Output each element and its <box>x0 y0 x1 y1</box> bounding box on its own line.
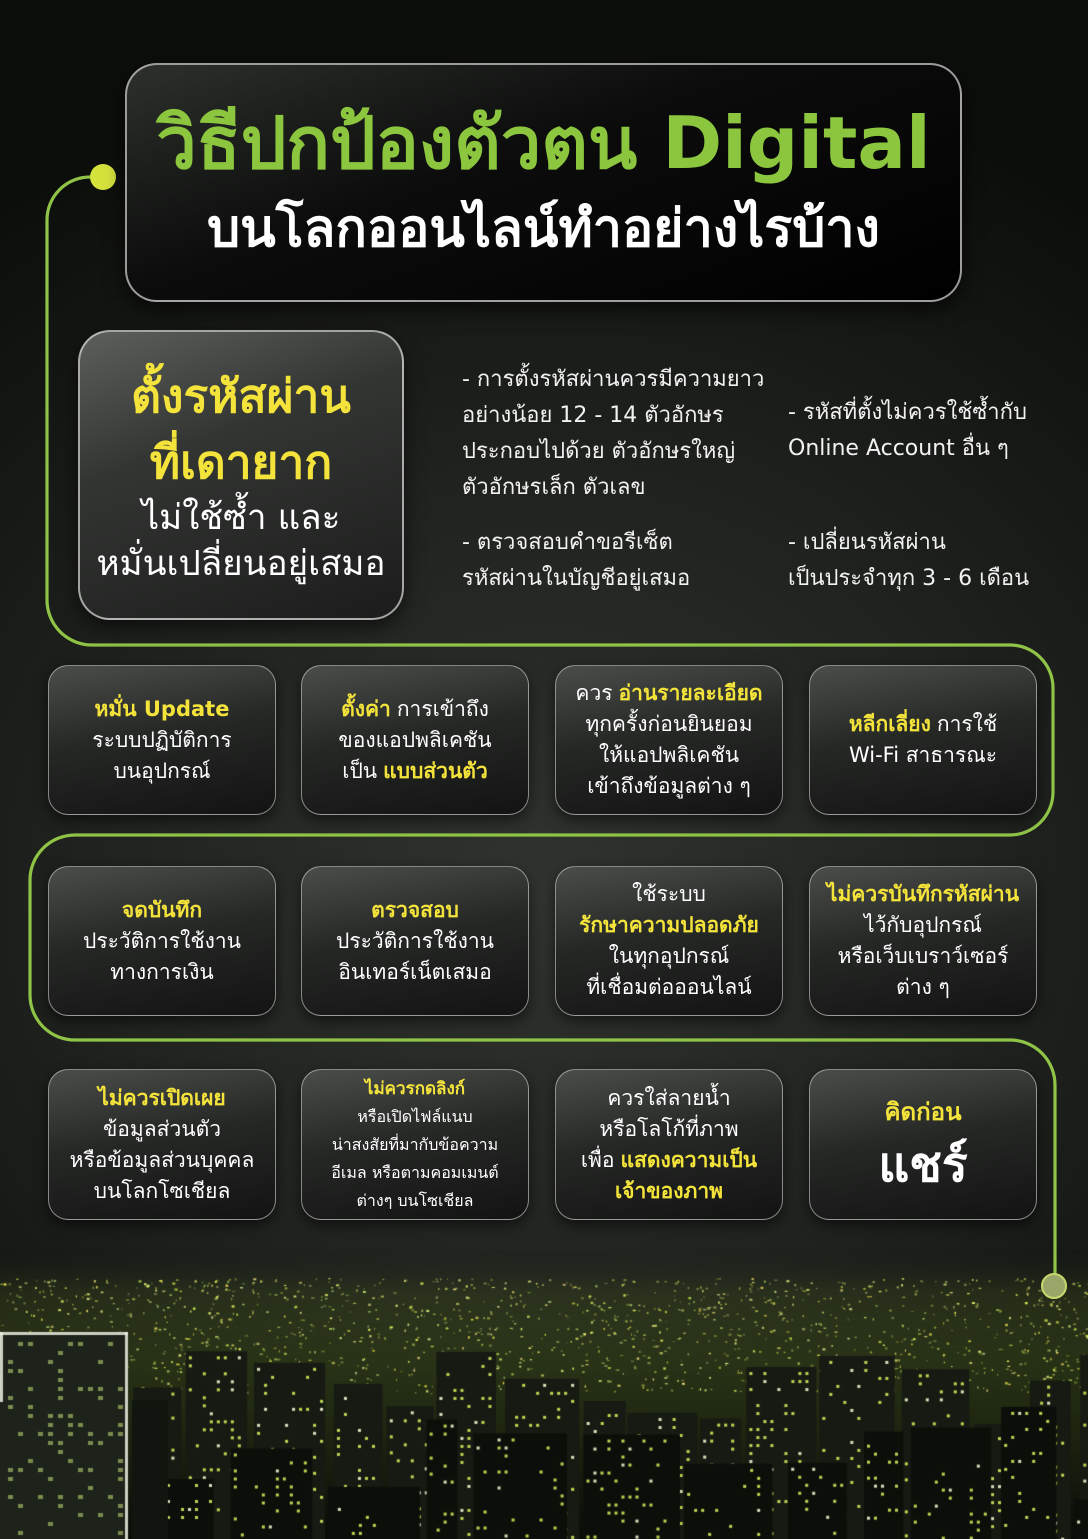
title-line-2: บนโลกออนไลน์ทำอย่างไรบ้าง <box>207 198 880 259</box>
card-text-line: ต่างๆ บนโซเชียล <box>356 1190 474 1210</box>
tip-card-no-personal-data <box>48 1069 276 1220</box>
card-highlight-line: รักษาความปลอดภัย <box>579 913 759 937</box>
card-text-line: ประวัติการใช้งาน <box>335 928 494 953</box>
card-text-line: บนอุปกรณ์ <box>113 758 211 783</box>
card-highlight-text: หลีกเลี่ยง <box>848 712 931 736</box>
card-text: เป็น <box>342 758 378 783</box>
password-tip-change-regularly <box>788 525 1029 597</box>
tip-card-think-before-share <box>809 1069 1037 1220</box>
tip-line: อย่างน้อย 12 - 14 ตัวอักษร <box>462 403 724 428</box>
card-text-line: ของแอปพลิเคชัน <box>338 727 492 752</box>
tip-line: - เปลี่ยนรหัสผ่าน <box>788 530 946 555</box>
tip-line: - การตั้งรหัสผ่านควรมีความยาว <box>462 367 765 392</box>
card-text-line <box>581 1145 757 1176</box>
card-highlight-line: ตรวจสอบ <box>371 897 459 922</box>
tip-line: Online Account อื่น ๆ <box>788 436 1009 461</box>
tip-card-update-os <box>48 665 276 815</box>
card-highlight-line: เจ้าของภาพ <box>615 1178 723 1203</box>
tip-line: - รหัสที่ตั้งไม่ควรใช้ซ้ำกับ <box>788 400 1027 425</box>
card-text-line: น่าสงสัยที่มากับข้อความ <box>331 1134 499 1154</box>
card-text-line: ต่าง ๆ <box>896 975 950 999</box>
card-text-line: ใช้ระบบ <box>632 882 706 906</box>
card-text-line <box>575 678 762 709</box>
tip-card-security-system <box>555 866 783 1016</box>
card-text-line: อินเทอร์เน็ตเสมอ <box>338 959 492 984</box>
card-text-line: หรือเปิดไฟล์แนบ <box>357 1106 473 1126</box>
card-highlight-text: อ่านรายละเอียด <box>618 681 763 705</box>
card-text-line: เข้าถึงข้อมูลต่าง ๆ <box>587 774 751 798</box>
tip-line: - ตรวจสอบคำขอรีเซ็ต <box>462 530 673 555</box>
card-text-line: อีเมล หรือตามคอมเมนต์ <box>331 1162 499 1182</box>
card-highlight-line: คิดก่อน <box>884 1097 962 1126</box>
card-text-line: ให้แอปพลิเคชัน <box>598 743 740 767</box>
password-heading-line-1: ตั้งรหัสผ่าน <box>131 369 351 423</box>
tip-card-no-saved-passwords <box>809 866 1037 1016</box>
title-panel <box>125 63 962 302</box>
title-line-1: วิธีปกป้องตัวตน Digital <box>156 100 931 185</box>
card-text-line: หรือข้อมูลส่วนบุคคล <box>69 1147 255 1172</box>
card-text: การเข้าถึง <box>396 696 489 721</box>
tip-line: เป็นประจำทุก 3 - 6 เดือน <box>788 566 1030 591</box>
card-highlight-text: แบบส่วนตัว <box>383 758 488 783</box>
card-highlight-line: หมั่น Update <box>94 696 230 721</box>
tip-card-check-internet-history <box>301 866 529 1016</box>
tip-card-read-permissions <box>555 665 783 815</box>
card-text-line <box>342 756 487 787</box>
connector-end-dot <box>1042 1274 1066 1298</box>
tip-card-no-suspicious-links <box>301 1069 529 1220</box>
tip-card-app-privacy <box>301 665 529 815</box>
card-text-line: ควรใส่ลายน้ำ <box>607 1085 731 1110</box>
card-text-line: ในทุกอุปกรณ์ <box>608 944 730 968</box>
tip-line: รหัสผ่านในบัญชีอยู่เสมอ <box>462 566 691 591</box>
card-text-line: บนโลกโซเชียล <box>93 1178 231 1203</box>
card-text-line <box>341 694 489 725</box>
password-tip-no-reuse <box>788 395 1027 467</box>
card-text-line: หรือโลโก้ที่ภาพ <box>599 1116 739 1141</box>
card-text-line: ที่เชื่อมต่อออนไลน์ <box>586 975 752 999</box>
card-text-line: ประวัติการใช้งาน <box>82 928 241 953</box>
password-tip-check-reset <box>462 525 690 597</box>
card-text-line: ทุกครั้งก่อนยินยอม <box>585 712 753 736</box>
card-text-line: ไว้กับอุปกรณ์ <box>864 913 982 937</box>
card-text: เพื่อ <box>580 1147 615 1172</box>
password-subheading-line-2: หมั่นเปลี่ยนอยู่เสมอ <box>96 544 386 584</box>
password-tip-length <box>462 362 764 506</box>
card-text-line: ระบบปฏิบัติการ <box>92 727 232 752</box>
card-highlight-text: แสดงความเป็น <box>620 1147 758 1172</box>
card-text-line: ข้อมูลส่วนตัว <box>102 1116 222 1141</box>
tip-line: ตัวอักษรเล็ก ตัวเลข <box>462 475 646 500</box>
card-text-line <box>849 709 997 740</box>
tip-card-watermark-images <box>555 1069 783 1220</box>
card-highlight-line: ไม่ควรเปิดเผย <box>98 1085 226 1110</box>
card-text-line: ทางการเงิน <box>110 959 214 984</box>
card-highlight-line: ไม่ควรกดลิงก์ <box>364 1078 466 1099</box>
card-highlight-line: จดบันทึก <box>121 897 203 922</box>
share-word: แชร์ <box>878 1136 968 1193</box>
card-highlight-text: ตั้งค่า <box>341 696 391 721</box>
card-text-line: หรือเว็บเบราว์เซอร์ <box>837 944 1009 968</box>
connector-start-dot <box>90 164 116 190</box>
password-tip-panel <box>78 330 404 620</box>
card-text: การใช้ <box>936 712 998 736</box>
tip-line: ประกอบไปด้วย ตัวอักษรใหญ่ <box>462 439 736 464</box>
tip-card-record-financial-history <box>48 866 276 1016</box>
password-subheading-line-1: ไม่ใช้ซ้ำ และ <box>141 498 341 538</box>
card-text: ควร <box>575 681 613 705</box>
password-heading-line-2: ที่เดายาก <box>149 435 333 489</box>
card-text-line: Wi-Fi สาธารณะ <box>848 743 998 767</box>
card-highlight-line: ไม่ควรบันทึกรหัสผ่าน <box>826 882 1020 906</box>
tip-card-avoid-public-wifi <box>809 665 1037 815</box>
